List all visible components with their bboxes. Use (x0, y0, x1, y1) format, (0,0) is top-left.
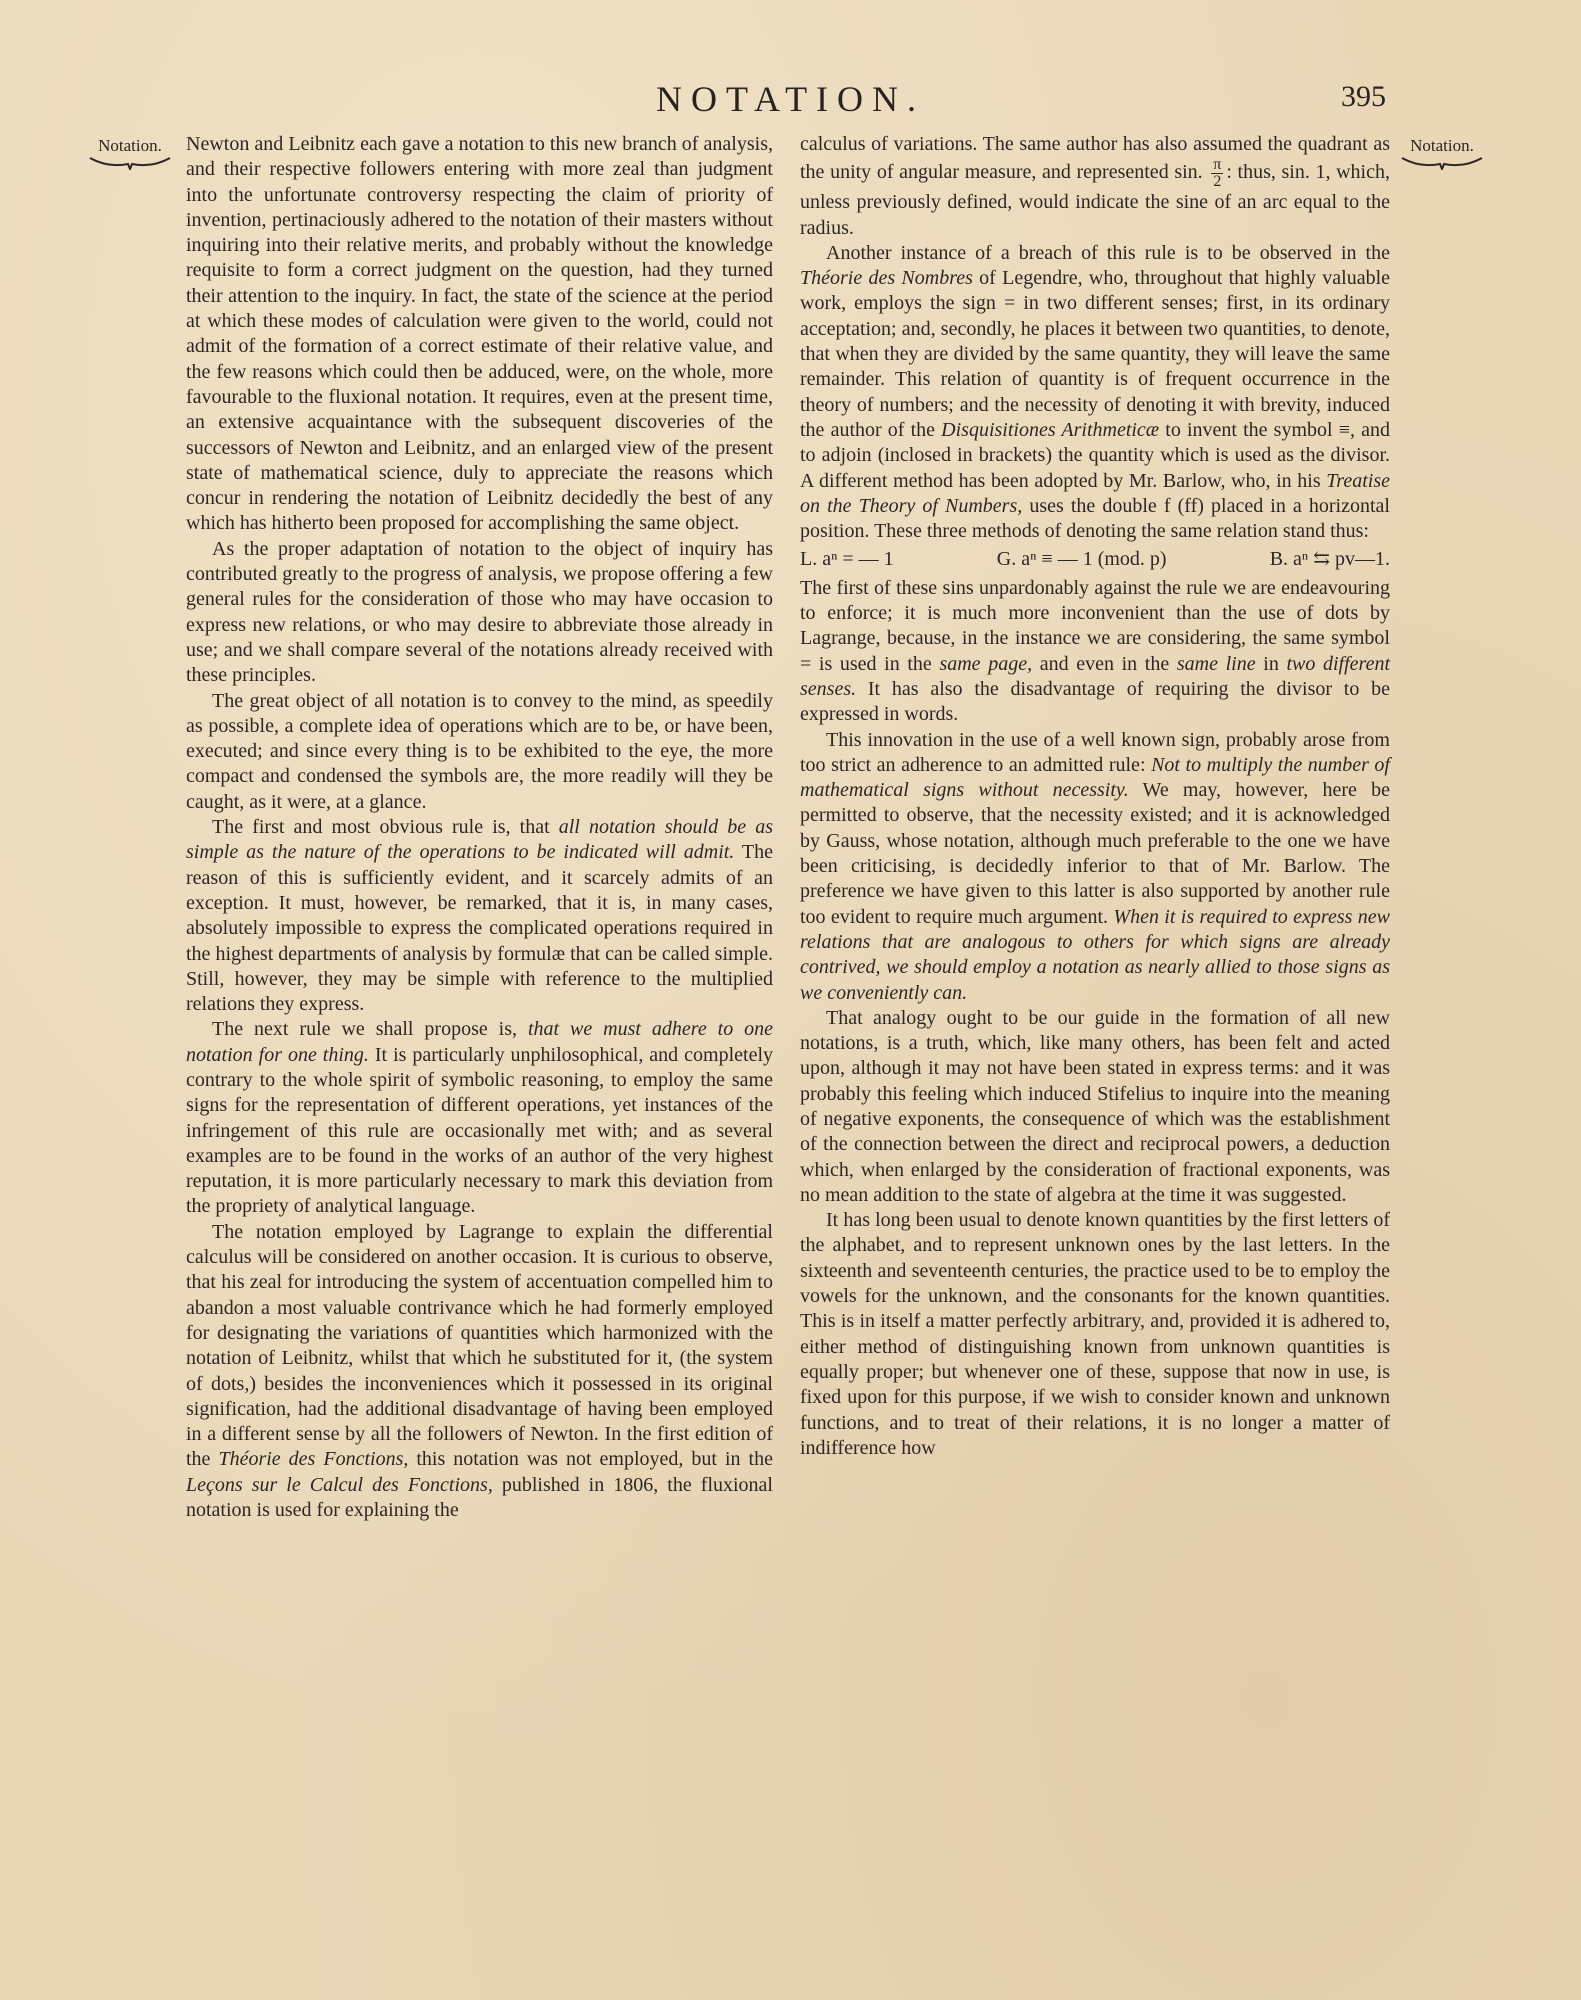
text-run: This innovation in the use of a well known sign, probably arose from too strict an adherence to an admitted rule: (800, 728, 1390, 776)
left-margin-note-text: Notation. (98, 136, 162, 155)
text-run: published in 1806, the fluxional notation is used for explaining the (186, 1473, 773, 1522)
text-run: The next rule we shall propose is, (212, 1018, 528, 1041)
italic-text: two different senses. (800, 652, 1391, 700)
text-run: The notation employed by Lagrange to explain the differential calculus will be considered on another occasion. It is curious to observe, that his zeal for introducing the system of accentuation compelled him to abandon a most valuable contrivance which he had formerly employed for designating the variations of quantities which harmonized with the notation of Leibnitz, whilst that which he substituted for it, (the system of dots,) besides the inconveniences which it possessed in its original signification, had the additional disadvantage of having been employed in a different sense by all the followers of Newton. In the first edition of the (186, 1220, 773, 1471)
paragraph: That analogy ought to be our guide in the formation of all new notations, is a truth, which, like many others, has been felt and acted upon, although it may not have been stated in express terms: and it was probably this feeling which induced Stifelius to inquire into the meaning of negative exponents, the consequence of which was the establishment of the connection between the direct and reciprocal powers, a deduction which, when enlarged by the consideration of fractional exponents, was no mean addition to the state of algebra at the time it was suggested. (800, 1006, 1390, 1206)
italic-text: same page, (939, 652, 1033, 675)
paragraph: The great object of all notation is to convey to the mind, as speedily as possible, a complete idea of operations which are to be, or have been, executed; and since every thing is to be exhibited to the eye, the more compact and condensed the symbols are, the more readily will they be caught, as it were, at a glance. (186, 689, 773, 813)
text-run: It is particularly unphilosophical, and completely contrary to the whole spirit of symbolic reasoning, to employ the same signs for the representation of different operations, yet instances of the infringement of this rule are occasionally met with; and as several examples are to be found in the works of an author of the very highest reputation, it is more particularly necessary to mark this deviation from the propriety of analytical language. (186, 1043, 773, 1218)
fraction-denominator: 2 (1213, 173, 1222, 191)
text-run: The reason of this is sufficiently evident, and it scarcely admits of an exception. It must, however, be remarked, that it is, in many cases, absolutely impossible to express the complicated operations required in the highest departments of analysis by formulæ that can be called simple. Still, however, they may be simple with reference to the multiplied relations they express. (186, 841, 773, 1016)
text-run: We may, however, here be permitted to observe, that the necessity existed; and it is acknowledged by Gauss, whose notation, although much preferable to the one we have been criticising, is decidedly inferior to that of Mr. Barlow. The preference we have given to this latter is also supported by another rule too evident to require much argument. (800, 779, 1390, 928)
paragraph: It has long been usual to denote known quantities by the first letters of the alphabet, and to represent unknown ones by the last letters. In the sixteenth and seventeenth centuries, the practice used to be to employ the vowels for the unknown, and the consonants for the known quantities. This is in itself a matter perfectly arbitrary, and, provided it is adhered to, either method of distinguishing known from unknown quantities is equally proper; but whenever one of these, suppose that now in use, is fixed upon for this purpose, if we wish to consider known and unknown functions, and to treat of their relations, it is no longer a matter of indifference how (800, 1209, 1390, 1459)
left-margin-note (84, 136, 176, 170)
text-run: The first of these sins unpardonably against the rule we are endeavouring to enforce; it is much more inconvenient than the use of dots by Lagrange, because, in the instance we are considering, the same symbol = is used in the (800, 576, 1390, 675)
paragraph (800, 728, 1390, 1006)
fraction-numerator: π (1213, 156, 1222, 174)
text-run: in (1255, 652, 1287, 675)
right-text-column (800, 132, 1390, 1461)
paragraph (800, 241, 1390, 545)
paragraph (186, 1220, 773, 1524)
italic-text: Treatise on the Theory of Numbers, (800, 469, 1390, 517)
congruence-formulas (800, 547, 1390, 572)
text-run: Another instance of a breach of this rule is to be observed in the (826, 241, 1390, 264)
text-run: calculus of variations. The same author has also assumed the quadrant as the unity of angular measure, and represented sin. (800, 133, 1390, 184)
paragraph: Newton and Leibnitz each gave a notation to this new branch of analysis, and their respective followers entering with more zeal than judgment into the unfortunate controversy respecting the claim of priority of invention, pertinaciously adhered to the notation of their masters without inquiring into their relative merits, and probably without the knowledge requisite to form a correct judgment on the question, had they turned their attention to the inquiry. In fact, the state of the science at the period at which these modes of calculation were given to the world, could not admit of the formation of a correct estimate of their relative value, and the few reasons which could then be adduced, were, on the whole, more favourable to the fluxional notation. It requires, even at the present time, an extensive acquaintance with the subsequent discoveries of the successors of Newton and Leibnitz, and an enlarged view of the present state of mathematical science, duly to appreciate the reasons which concur in rendering the notation of Leibnitz decidedly the best of any which has hitherto been proposed for accomplishing the same object. (186, 133, 773, 535)
italic-text: all notation should be as simple as the nature of the operations to be indicated will admit. (186, 816, 773, 864)
text-run: It has also the disadvantage of requiring the divisor to be expressed in words. (800, 677, 1390, 726)
italic-text: Disquisitiones Arithmeticæ (941, 418, 1160, 441)
formula-barlow: B. aⁿ ⇆ pv—1. (1269, 548, 1390, 571)
running-title: NOTATION. (655, 79, 926, 119)
formula-legendre: L. aⁿ = — 1 (800, 548, 894, 571)
text-run: this notation was not employed, but in the (408, 1448, 773, 1471)
left-text-column (186, 132, 773, 1523)
text-run: The first and most obvious rule is, that (212, 816, 559, 839)
right-margin-note-text: Notation. (1410, 136, 1474, 155)
italic-text: Leçons sur le Calcul des Fonctions, (186, 1473, 493, 1496)
paragraph (186, 1017, 773, 1219)
italic-text: Théorie des Nombres (800, 267, 973, 290)
pi-over-two-fraction (1211, 157, 1223, 190)
text-run: to invent the symbol ≡, and to adjoin (inclosed in brackets) the quantity which is used as the divisor. A different method has been adopted by Mr. Barlow, who, in his (800, 418, 1390, 492)
page-header (0, 78, 1581, 130)
italic-text: Théorie des Fonctions, (218, 1448, 409, 1471)
brace-icon (88, 156, 172, 170)
brace-icon (1400, 156, 1484, 170)
text-run: : thus, sin. 1, which, unless previously defined, would indicate the sine of an arc equal to the radius. (800, 161, 1390, 239)
italic-text: same line (1176, 652, 1256, 675)
paragraph: As the proper adaptation of notation to the object of inquiry has contributed greatly to the progress of analysis, we propose offering a few general rules for the consideration of those who may have occasion to express new relations, or who may desire to abbreviate those already in use; and we shall compare several of the notations already received with these principles. (186, 537, 773, 687)
formula-gauss: G. aⁿ ≡ — 1 (mod. p) (996, 548, 1167, 571)
italic-text: Not to multiply the number of mathematical signs without necessity. (800, 753, 1390, 802)
paragraph (800, 576, 1390, 728)
italic-text: that we must adhere to one notation for one thing. (186, 1018, 774, 1066)
text-run: of Legendre, who, throughout that highly valuable work, employs the sign = in two different senses; first, in its ordinary acceptation; and, secondly, he places it between two quantities, to denote, that when they are divided by the same quantity, they will leave the same remainder. This relation of quantity is of frequent occurrence in the theory of numbers; and the necessity of denoting it with brevity, induced the author of the (800, 267, 1390, 441)
right-margin-note (1396, 136, 1488, 170)
text-run: uses the double f (ff) placed in a horizontal position. These three methods of denoting the same relation stand thus: (800, 494, 1390, 543)
text-run: and even in the (1032, 652, 1177, 675)
paragraph (186, 815, 773, 1017)
paragraph (800, 132, 1390, 241)
italic-text: When it is required to express new relations that are analogous to others for which signs are already contrived, we should employ a notation as nearly allied to those signs as we conveniently can. (800, 905, 1390, 1004)
page-number: 395 (1341, 80, 1386, 113)
